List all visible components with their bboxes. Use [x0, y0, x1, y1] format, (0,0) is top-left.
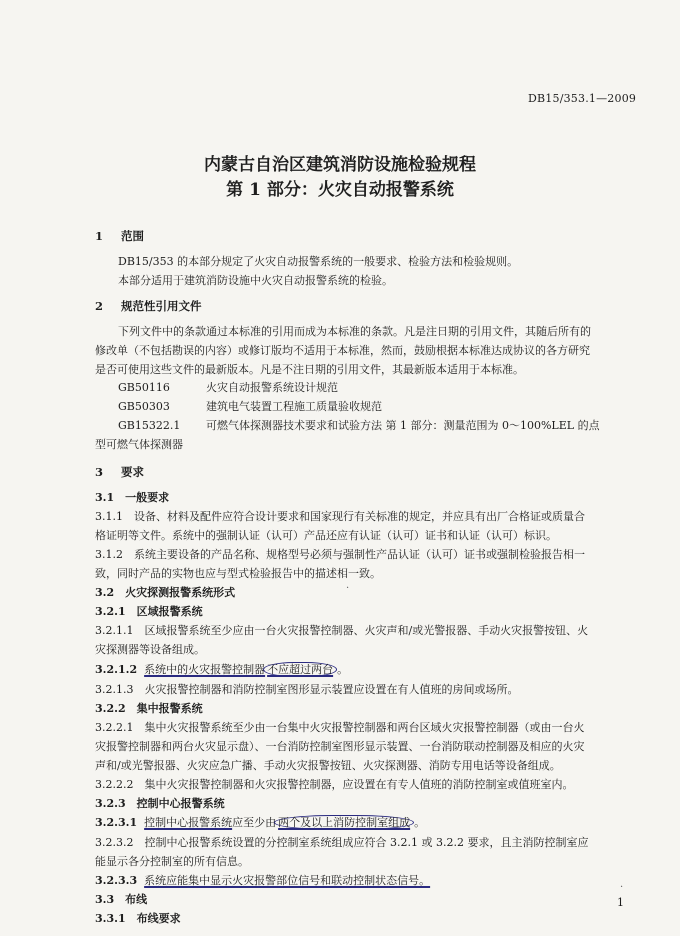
section-2-heading [95, 298, 202, 314]
subsection-heading: 3.2.2 集中报警系统 [95, 702, 203, 715]
clause-text: 应至少由 [232, 816, 277, 829]
underlined-text: 控制中心报警系统 [144, 816, 233, 829]
section-number: 3 [95, 465, 104, 479]
paragraph-line: 下列文件中的条款通过本标准的引用而成为本标准的条款。凡是注日期的引用文件，其随后所有的 [118, 325, 591, 338]
clause-line: 3.2.1.3 火灾报警控制器和消防控制室图形显示装置应设置在有人值班的房间或场所。 [95, 683, 519, 696]
clause-line: 3.1.1 设备、材料及配件应符合设计要求和国家现行有关标准的规定，并应具有出厂合格证或质量合 [95, 510, 585, 523]
reference-code: GB50116 [118, 381, 170, 394]
paragraph-line: 是否可使用这些文件的最新版本。凡是不注日期的引用文件，其最新版本适用于本标准。 [95, 363, 524, 376]
subsection-heading: 3.2.3 控制中心报警系统 [95, 797, 225, 810]
clause-line: 3.2.2.1 集中火灾报警系统至少由一台集中火灾报警控制器和两台区域火灾报警控制器（或由一台火 [95, 721, 585, 734]
clause-3-2-3-1 [95, 814, 425, 830]
reference-item [118, 417, 600, 433]
section-number: 2 [95, 299, 104, 313]
section-3-heading [95, 464, 144, 480]
reference-code: GB15322.1 [118, 419, 181, 432]
circled-text: 不应超过两台 [263, 662, 337, 677]
clause-3-2-1-2 [95, 661, 348, 677]
clause-line: 3.2.3.2 控制中心报警系统设置的分控制室系统组成应符合 3.2.1 或 3.2.2 要求，且主消防控制室应 [95, 836, 589, 849]
clause-end: 。 [414, 816, 426, 829]
subsection-heading: 3.3 布线 [95, 893, 148, 906]
clause-3-2-3-3 [95, 872, 430, 888]
section-title: 范围 [121, 229, 144, 243]
clause-end: 。 [337, 663, 349, 676]
reference-title: 建筑电气装置工程施工质量验收规范 [206, 400, 382, 413]
section-number: 1 [95, 229, 104, 243]
reference-item [118, 398, 382, 414]
subsection-heading: 3.2 火灾探测报警系统形式 [95, 586, 236, 599]
clause-line: 灾报警控制器和两台火灾显示盘）、一台消防控制室图形显示装置、一台消防联动控制器及相应的火灾 [95, 740, 585, 753]
paragraph-line: 修改单（不包括勘误的内容）或修订版均不适用于本标准，然而，鼓励根据本标准达成协议的各方研究 [95, 344, 590, 357]
clause-line: 格证明等文件。系统中的强制认证（认可）产品还应有认证（认可）证书和认证（认可）标识。 [95, 529, 557, 542]
clause-line: 3.2.2.2 集中火灾报警控制器和火灾报警控制器，应设置在有专人值班的消防控制室或值班室内。 [95, 778, 574, 791]
paragraph: DB15/353 的本部分规定了火灾自动报警系统的一般要求、检验方法和检验规则。 [118, 255, 519, 268]
clause-line: 致，同时产品的实物也应与型式检验报告中的描述相一致。 [95, 567, 381, 580]
circled-text: 两个及以上消防控制室组成 [274, 815, 414, 830]
subsection-heading: 3.1 一般要求 [95, 491, 170, 504]
document-subtitle: 第 1 部分：火灾自动报警系统 [226, 180, 454, 200]
section-title: 规范性引用文件 [121, 299, 202, 313]
clause-line: 3.1.2 系统主要设备的产品名称、规格型号必须与强制性产品认证（认可）证书或强制检验报告相一 [95, 548, 585, 561]
underlined-text: 系统应能集中显示火灾报警部位信号和联动控制状态信号。 [144, 874, 431, 887]
clause-line: 3.2.1.1 区域报警系统至少应由一台火灾报警控制器、火灾声和/或光警报器、手动火灾报警按钮、火 [95, 624, 589, 637]
scan-speck: · [620, 882, 624, 893]
reference-code: GB50303 [118, 400, 170, 413]
clause-line: 声和/或光警报器、火灾应急广播、手动火灾报警按钮、火灾探测器、消防专用电话等设备组成。 [95, 759, 561, 772]
clause-line: 能显示各分控制室的所有信息。 [95, 855, 249, 868]
clause-line: 灾探测器等设备组成。 [95, 643, 205, 656]
clause-number: 3.2.3.1 [95, 816, 138, 829]
subsection-heading: 3.3.1 布线要求 [95, 912, 181, 925]
paragraph: 本部分适用于建筑消防设施中火灾自动报警系统的检验。 [118, 274, 393, 287]
reference-title: 可燃气体探测器技术要求和试验方法 第 1 部分：测量范围为 0～100%LEL 的点 [206, 419, 600, 432]
document-title: 内蒙古自治区建筑消防设施检验规程 [204, 155, 476, 175]
page-number: 1 [617, 896, 624, 909]
reference-continuation: 型可燃气体探测器 [95, 438, 183, 451]
clause-number: 3.2.3.3 [95, 874, 138, 887]
section-1-heading [95, 228, 144, 244]
subsection-heading: 3.2.1 区域报警系统 [95, 605, 203, 618]
scan-speck: · [346, 583, 350, 594]
clause-number: 3.2.1.2 [95, 663, 138, 676]
reference-item [118, 379, 338, 395]
underlined-text: 系统中的火灾报警控制器 [144, 663, 266, 676]
section-title: 要求 [121, 465, 144, 479]
reference-title: 火灾自动报警系统设计规范 [206, 381, 338, 394]
standard-code: DB15/353.1—2009 [528, 92, 637, 105]
